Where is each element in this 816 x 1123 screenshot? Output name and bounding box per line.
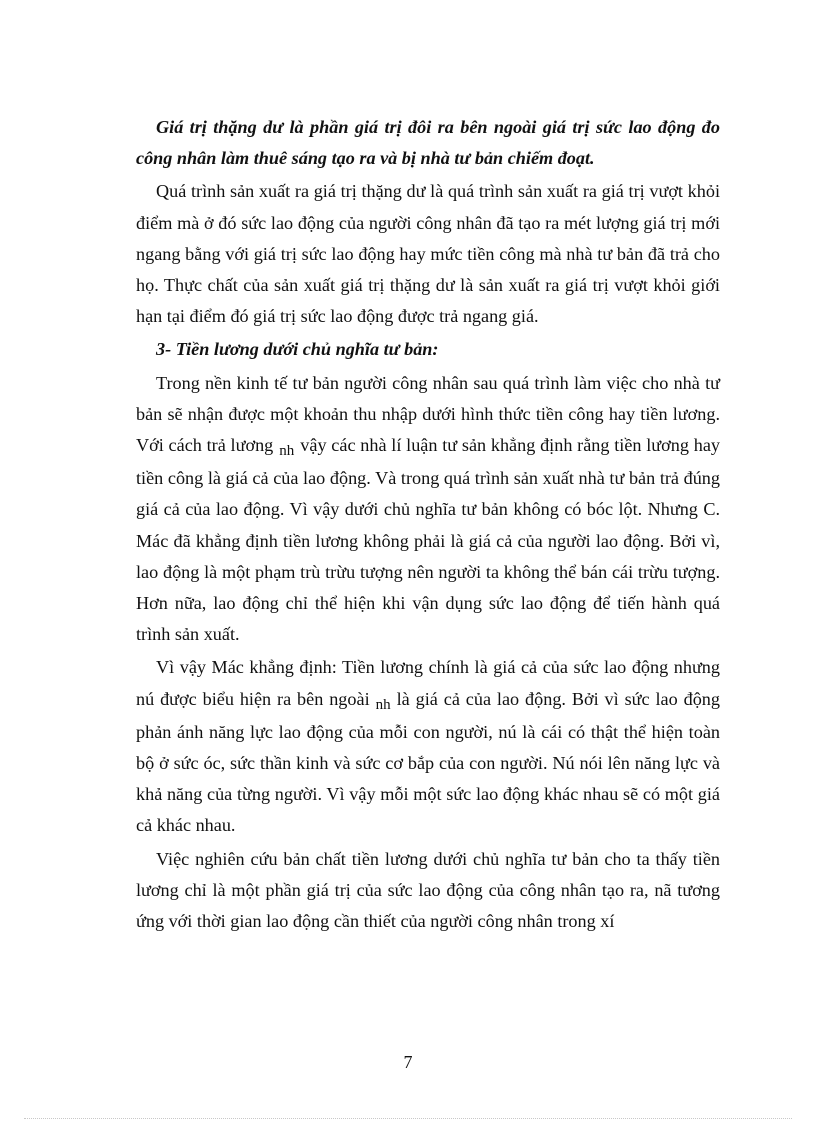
paragraph-text-after: vậy các nhà lí luận tư sản khẳng định rằng tiền lương hay tiền công là giá cả của lao động. Và trong quá trình sản xuất nhà tư bản trả đúng giá cả của lao động. Vì vậy dưới chủ nghĩa tư bản không có bóc lột. Nhưng C. Mác đã khẳng định tiền lương không phải là giá cả của người lao động. Bởi vì, lao động là một phạm trù trừu tượng nên người ta không thể bán cái trừu tượng. Hơn nữa, lao động chỉ thể hiện khi vận dụng sức lao động để tiến hành quá trình sản xuất. <box>136 435 720 645</box>
body-paragraph-wage-nature-study: Việc nghiên cứu bản chất tiền lương dưới chủ nghĩa tư bản cho ta thấy tiền lương chỉ là một phần giá trị của sức lao động của công nhân tạo ra, nã tương ứng với thời gian lao động cần thiết của người công nhân trong xí <box>136 848 720 932</box>
body-paragraph-surplus-value-process: Quá trình sản xuất ra giá trị thặng dư là quá trình sản xuất ra giá trị vượt khỏi điểm mà ở đó sức lao động của người công nhân đã tạo ra mét lượng giá trị mới ngang bằng với giá trị sức lao động hay mức tiền công mà nhà tư bản đã trả cho họ. Thực chất của sản xuất giá trị thặng dư là sản xuất ra giá trị vượt khỏi giới hạn tại điểm đó giá trị sức lao động được trả ngang giá. <box>136 181 720 327</box>
document-body <box>136 112 720 937</box>
inline-marker-nh: nh <box>279 443 295 460</box>
body-paragraph-marx-affirmation <box>136 652 720 841</box>
section-heading-wages: 3- Tiền lương dưới chủ nghĩa tư bản: <box>156 339 439 360</box>
paragraph-text-before: Vì vậy Mác khẳng định: Tiền lương chính là giá cả của sức lao động nhưng nú được biểu hiện ra bên ngoài <box>136 657 720 709</box>
body-paragraph-wages-capitalism <box>136 368 720 651</box>
paragraph-text-before: Trong nền kinh tế tư bản người công nhân sau quá trình làm việc cho nhà tư bản sẽ nhận được một khoản thu nhập dưới hình thức tiền công hay tiền lương. Với cách trả lương <box>136 372 720 456</box>
paragraph-text-after: là giá cả của lao động. Bởi vì sức lao động phản ánh năng lực lao động của mỗi con người, nú là cái có thật thể hiện toàn bộ ở sức óc, sức thần kinh và sức cơ bắp của con người. Nú nói lên năng lực và khả năng của từng người. Vì vậy mỗi một sức lao động khác nhau sẽ có một giá cả khác nhau. <box>136 688 720 836</box>
lead-definition-paragraph: Giá trị thặng dư là phần giá trị đôi ra bên ngoài giá trị sức lao động đo công nhân làm thuê sáng tạo ra và bị nhà tư bản chiếm đoạt. <box>136 117 720 169</box>
inline-marker-nh: nh <box>375 696 391 713</box>
page-number: 7 <box>403 1052 413 1072</box>
page-bottom-divider <box>24 1118 792 1119</box>
